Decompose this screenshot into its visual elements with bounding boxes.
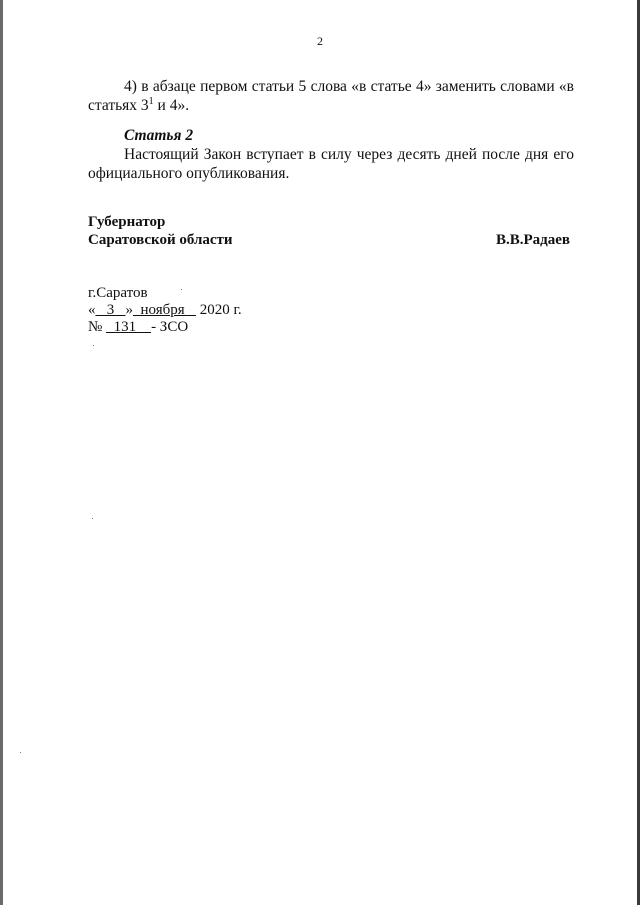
amendment-item-4-tail: и 4». <box>153 97 190 114</box>
signing-date <box>88 302 242 319</box>
number-prefix: № <box>88 319 107 335</box>
date-day: 3 <box>95 302 126 318</box>
number-suffix: - ЗСО <box>151 319 189 335</box>
amendment-item-4-text: 4) в абзаце первом статьи 5 слова «в статье 4» заменить словами «в статьях 3 <box>88 78 574 114</box>
superscript: 1 <box>148 95 154 107</box>
article-2-text: Настоящий Закон вступает в силу через десять дней после дня его официального опубликования. <box>88 146 574 182</box>
date-quote-open: « <box>88 302 96 318</box>
page-number: 2 <box>317 34 323 48</box>
signatory-title-line1: Губернатор <box>88 214 166 230</box>
place-of-signing: г.Саратов <box>88 285 148 301</box>
date-year: 2020 г. <box>195 302 242 318</box>
signatory-name: В.В.Радаев <box>495 232 570 248</box>
amendment-item-4 <box>88 77 574 115</box>
date-month: ноября <box>133 302 196 318</box>
scan-speck <box>181 289 182 290</box>
number-value: 131 <box>106 319 152 335</box>
scan-speck <box>93 345 94 346</box>
law-number <box>88 319 188 336</box>
scan-edge-left <box>0 0 3 905</box>
signatory-title-line2: Саратовской области <box>88 232 233 248</box>
scan-speck <box>20 752 21 753</box>
date-quote-close: » <box>125 302 133 318</box>
article-2-heading: Статья 2 <box>124 127 194 144</box>
scan-speck <box>92 518 93 519</box>
